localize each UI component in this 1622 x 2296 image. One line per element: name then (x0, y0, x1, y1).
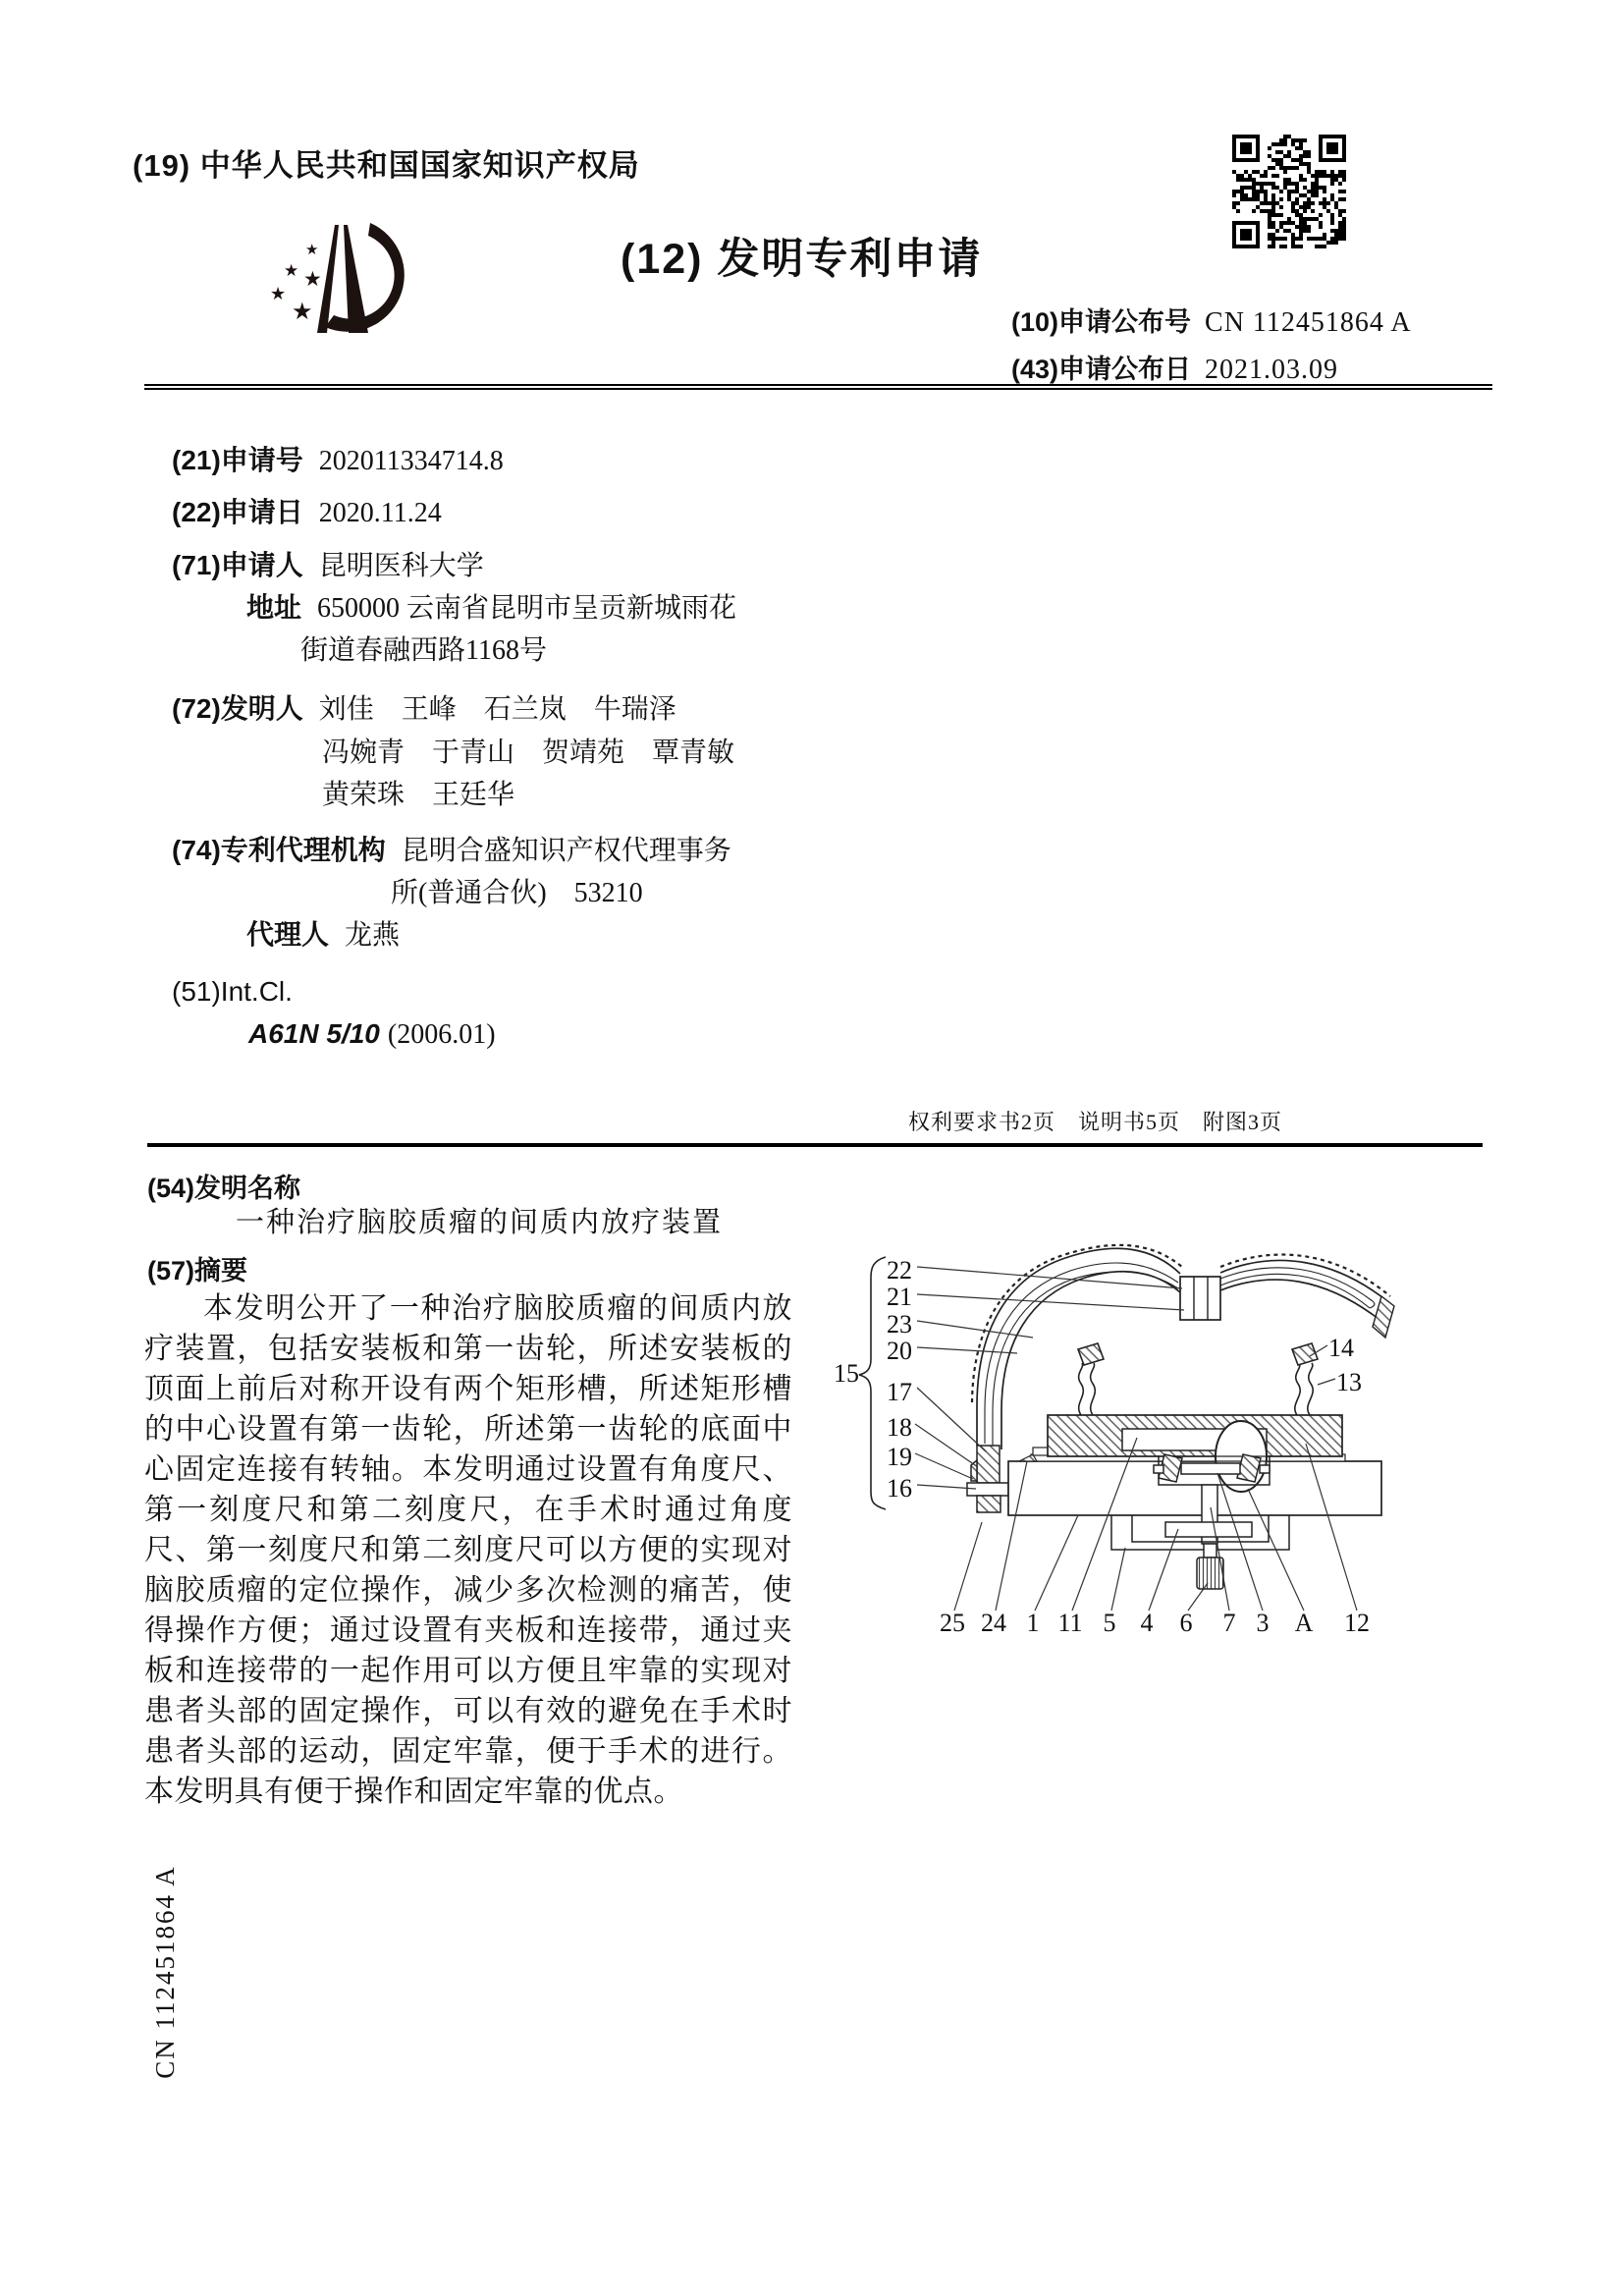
field-value: 昆明合盛知识产权代理事务 (401, 836, 731, 866)
field-value: 龙燕 (345, 920, 401, 951)
invention-title-label: (54)发明名称 (147, 1174, 301, 1203)
cnipa-logo-icon (260, 219, 447, 352)
svg-text:★: ★ (305, 241, 319, 258)
pages-summary: 权利要求书2页 说明书5页 附图3页 (908, 1110, 1283, 1134)
svg-text:12: 12 (1344, 1609, 1370, 1637)
field-value: 冯婉青 于青山 贺靖苑 覃青敏 (322, 738, 735, 768)
left-mount-assembly (967, 1446, 1008, 1512)
field-value: 昆明医科大学 (318, 551, 484, 581)
abstract-text: 本发明公开了一种治疗脑胶质瘤的间质内放疗装置，包括安装板和第一齿轮，所述安装板的顶面上前后对称开设有两个矩形槽，所述矩形槽的中心设置有第一齿轮，所述第一齿轮的底面中心固定连接有转轴。本发明通过设置有角度尺、第一刻度尺和第二刻度尺，在手术时通过角度尺、第一刻度尺和第二刻度尺可以方便的实现对脑胶质瘤的定位操作，减少多次检测的痛苦，使得操作方便；通过设置有夹板和连接带，通过夹板和连接带的一起作用可以方便且牢靠的实现对患者头部的固定操作，可以有效的避免在手术时患者头部的运动，固定牢靠，便于手术的进行。本发明具有便于操作和固定牢靠的优点。 (144, 1292, 792, 1808)
ref-19: (19) (133, 148, 191, 183)
publication-date-row (1011, 348, 1338, 386)
svg-text:7: 7 (1222, 1609, 1236, 1637)
field-value: 2020.11.24 (318, 498, 442, 528)
svg-text:14: 14 (1328, 1334, 1354, 1362)
svg-text:A: A (1294, 1609, 1314, 1637)
svg-text:23: 23 (887, 1310, 912, 1339)
svg-text:1: 1 (1026, 1609, 1040, 1637)
invention-title: 一种治疗脑胶质瘤的间质内放疗装置 (236, 1207, 724, 1238)
connection-strap-left (1078, 1343, 1104, 1415)
pub-date-label: (43)申请公布日 (1011, 355, 1192, 384)
brace-15 (859, 1257, 886, 1509)
svg-text:15: 15 (834, 1359, 859, 1388)
header-rule (144, 384, 1492, 390)
qr-code (1232, 135, 1346, 248)
office-name: 中华人民共和国国家知识产权局 (199, 148, 640, 183)
pub-no-label: (10)申请公布号 (1011, 307, 1192, 337)
field-value: 所(普通合伙) 53210 (391, 878, 643, 908)
field-value: 刘佳 王峰 石兰岚 牛瑞泽 (318, 694, 676, 725)
svg-text:★: ★ (284, 261, 299, 281)
field-value: 黄荣珠 王廷华 (322, 780, 515, 810)
ipc-class: A61N 5/10 (248, 1018, 380, 1049)
field-label: (21)申请号 (172, 445, 303, 475)
svg-text:★: ★ (303, 267, 322, 291)
doc-type-header (621, 226, 982, 286)
field-label: (72)发明人 (172, 693, 303, 724)
abstract-label: (57)摘要 (147, 1256, 248, 1285)
field-agency-cont (363, 840, 643, 942)
svg-text:★: ★ (270, 284, 287, 304)
office-header (133, 140, 640, 185)
field-label: 代理人 (246, 919, 330, 950)
pub-no-value: CN 112451864 A (1205, 307, 1412, 338)
pub-date-value: 2021.03.09 (1205, 355, 1339, 385)
svg-text:24: 24 (981, 1609, 1006, 1637)
field-label: (74)专利代理机构 (172, 835, 386, 865)
field-ipc-code (221, 987, 496, 1082)
svg-text:★: ★ (292, 298, 313, 325)
section-rule (147, 1143, 1483, 1147)
svg-text:6: 6 (1179, 1609, 1193, 1637)
field-label: (51)Int.Cl. (172, 976, 293, 1007)
svg-text:19: 19 (887, 1443, 912, 1471)
ipc-year: (2006.01) (387, 1019, 496, 1050)
svg-text:11: 11 (1057, 1609, 1083, 1637)
svg-text:5: 5 (1103, 1609, 1116, 1637)
field-value: 202011334714.8 (318, 446, 504, 476)
field-label: (71)申请人 (172, 550, 303, 580)
svg-text:21: 21 (887, 1283, 912, 1311)
svg-text:17: 17 (887, 1378, 912, 1406)
field-label: (22)申请日 (172, 497, 303, 527)
svg-text:20: 20 (887, 1337, 912, 1365)
svg-text:16: 16 (887, 1474, 912, 1503)
field-value: 街道春融西路1168号 (300, 635, 547, 666)
svg-text:3: 3 (1256, 1609, 1270, 1637)
publication-number-row (1011, 301, 1412, 339)
svg-text:13: 13 (1336, 1368, 1362, 1396)
doc-type-label: 发明专利申请 (717, 236, 983, 283)
svg-text:22: 22 (887, 1256, 912, 1285)
band-clamp (1180, 1277, 1220, 1320)
svg-text:25: 25 (940, 1609, 965, 1637)
svg-text:18: 18 (887, 1413, 912, 1442)
patent-figure (830, 1232, 1458, 1645)
sidebar-publication-number: CN 112451864 A (150, 1865, 180, 2079)
field-value: 650000 云南省昆明市呈贡新城雨花 (317, 593, 737, 624)
ref-12: (12) (621, 236, 704, 283)
svg-text:4: 4 (1140, 1609, 1154, 1637)
band-end-tip (1373, 1296, 1394, 1338)
adjust-knob (1197, 1558, 1223, 1589)
field-label: 地址 (246, 592, 302, 623)
